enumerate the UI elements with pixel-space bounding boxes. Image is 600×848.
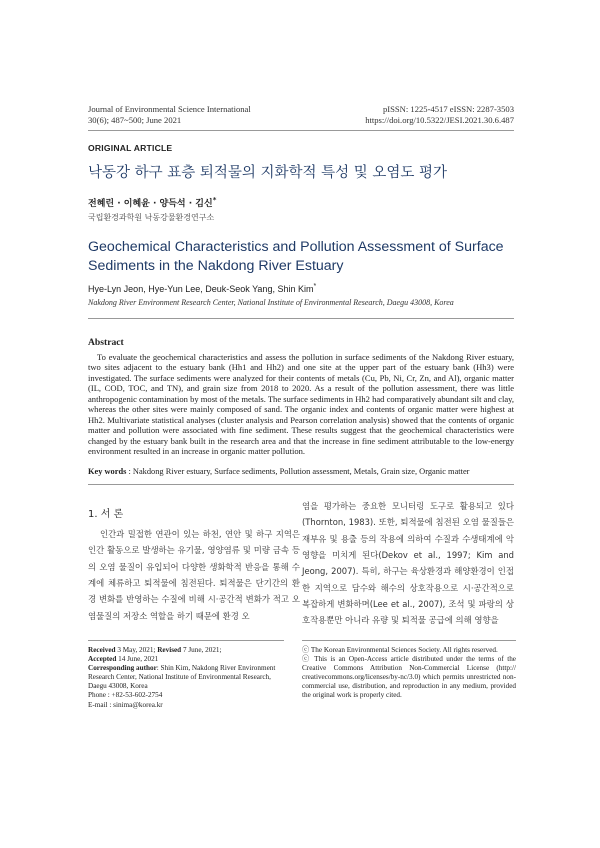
title-divider [88,318,514,319]
section-heading: 1. 서 론 [88,509,124,520]
copyright-line: ⓒ The Korean Environmental Sciences Society. All rights reserved. [302,646,498,654]
english-author-names: Hye-Lyn Jeon, Hye-Yun Lee, Deuk-Seok Yang, Shin Kim [88,284,314,294]
english-authors [88,283,316,294]
revised-date: 7 June, 2021; [181,646,222,654]
accepted-date: 14 June, 2021 [116,655,159,664]
issn: pISSN: 1225-4517 eISSN: 2287-3503 [382,104,514,114]
article-history [88,646,284,710]
keywords [88,467,514,476]
corresponding-author [88,664,284,691]
english-affiliation: Nakdong River Environment Research Center, National Institute of Environmental Research, Daegu 43008, Korea [88,298,454,307]
korean-affiliation: 국립환경과학원 낙동강물환경연구소 [88,213,215,222]
journal-volume: 30(6); 487~500; June 2021 [88,115,182,125]
journal-identifiers [365,104,514,126]
revised-label: Revised [157,646,182,654]
journal-header [88,104,251,126]
doi-link[interactable]: https://doi.org/10.5322/JESI.2021.30.6.487 [365,115,514,125]
korean-title: 낙동강 하구 표층 퇴적물의 지화학적 특성 및 오염도 평가 [88,165,448,181]
corresponding-mark: * [212,196,217,204]
abstract-text: To evaluate the geochemical characteristics and assess the pollution in surface sediments of the Nakdong River estuary, two sites adjacent to the estuary bank (Hh1 and Hh2) and one site at the upper part of the estuary bank (Hh3) were investigated. The surface sediments were analyzed for their contents of metals (Cu, Pb, Ni, Cr, Zn, and Al), organic matter (IL, COD, TOC, and TN), and grain size from 2018 to 2020. As a result of the pollution assessment, there was little anthropogenic contamination by most of the metals. The surface sediments in Hh2 had comparatively abundant silt and clay, whereas the other sites were mainly composed of sand. The organic index and contents of organic matter were highest at Hh2. Multivariate statistical analyses (cluster analysis and Pearson correlation analysis) showed that the contents of organic matter and pollution were associated with fine sediment. These results suggest that the geochemical characteristics were changed by the estuary bank built in the research area and that the increase in fine sediment attributable to the low-energy environment resulted in an increase in organic matter pollution. [88,352,514,457]
footnote-divider-right [302,640,516,641]
received-line [88,646,284,655]
license-text: ⓒ This is an Open-Access article distributed under the terms of the Creative Commons Attribution Non-Commercial License (http:// creativecommons.org/licenses/by-nc/3.0) which permits unrestricted non-commercial use, distribution, and reproduction in any medium, provided the original work is properly cited. [302,655,516,700]
corresponding-details: : Shin Kim, Nakdong River Environment Research Center, National Institute of Environmental Research, Daegu 43008, Korea [88,664,276,691]
accepted-line [88,655,284,664]
license-notice [302,646,516,701]
article-type: ORIGINAL ARTICLE [88,143,173,153]
corresponding-label: Corresponding author [88,664,157,673]
accepted-label: Accepted [88,655,117,664]
phone: Phone : +82-53-602-2754 [88,691,163,700]
corresponding-mark: * [313,283,317,290]
footnote-divider-left [88,640,284,641]
journal-name: Journal of Environmental Science International [88,104,251,114]
body-column-left: 인간과 밀접한 연관이 있는 하천, 연안 및 하구 지역은 인간 활동으로 발생하는 유기물, 영양염류 및 미량 금속 등의 오염 물질이 유입되어 다양한 생화학적 반응을 통해 수계에 체류하고 퇴적물에 침전된다. 퇴적물은 단기간의 환경 변화를 반영하는 수질에 비해 시·공간적 변화가 적고 오염물질의 저장소 역할을 하기 때문에 환경 오 [88,529,300,621]
received-label: Received [88,646,116,654]
english-title: Geochemical Characteristics and Pollution Assessment of Surface Sediments in the Nakdong River Estuary [88,239,504,274]
keywords-label: Key words [88,467,127,476]
korean-authors [88,196,216,209]
email: E-mail : sinima@korea.kr [88,700,163,709]
received-date: 3 May, 2021; [115,646,158,654]
keywords-text: : Nakdong River estuary, Surface sediments, Pollution assessment, Metals, Grain size, Organic matter [126,467,470,476]
body-column-right: 염을 평가하는 중요한 모니터링 도구로 활용되고 있다(Thornton, 1983). 또한, 퇴적물에 침전된 오염 물질들은 재부유 및 용출 등의 작용에 의하여 수질과 수생태계에 악영향을 미치게 된다(Dekov et al., 1997; Kim and Jeong, 2007). 특히, 하구는 육상환경과 해양환경이 인접한 지역으로 담수와 해수의 상호작용으로 시·공간적으로 복잡하게 변화하며(Lee et al., 2007), 조석 및 파랑의 상호작용뿐만 아니라 유량 및 퇴적물 공급에 의해 영향을 [302,501,514,626]
header-divider [88,130,514,131]
abstract-divider [88,484,514,485]
korean-author-names: 전혜린 · 이혜윤 · 양득석 · 김신 [88,199,213,209]
abstract-heading: Abstract [88,337,124,348]
